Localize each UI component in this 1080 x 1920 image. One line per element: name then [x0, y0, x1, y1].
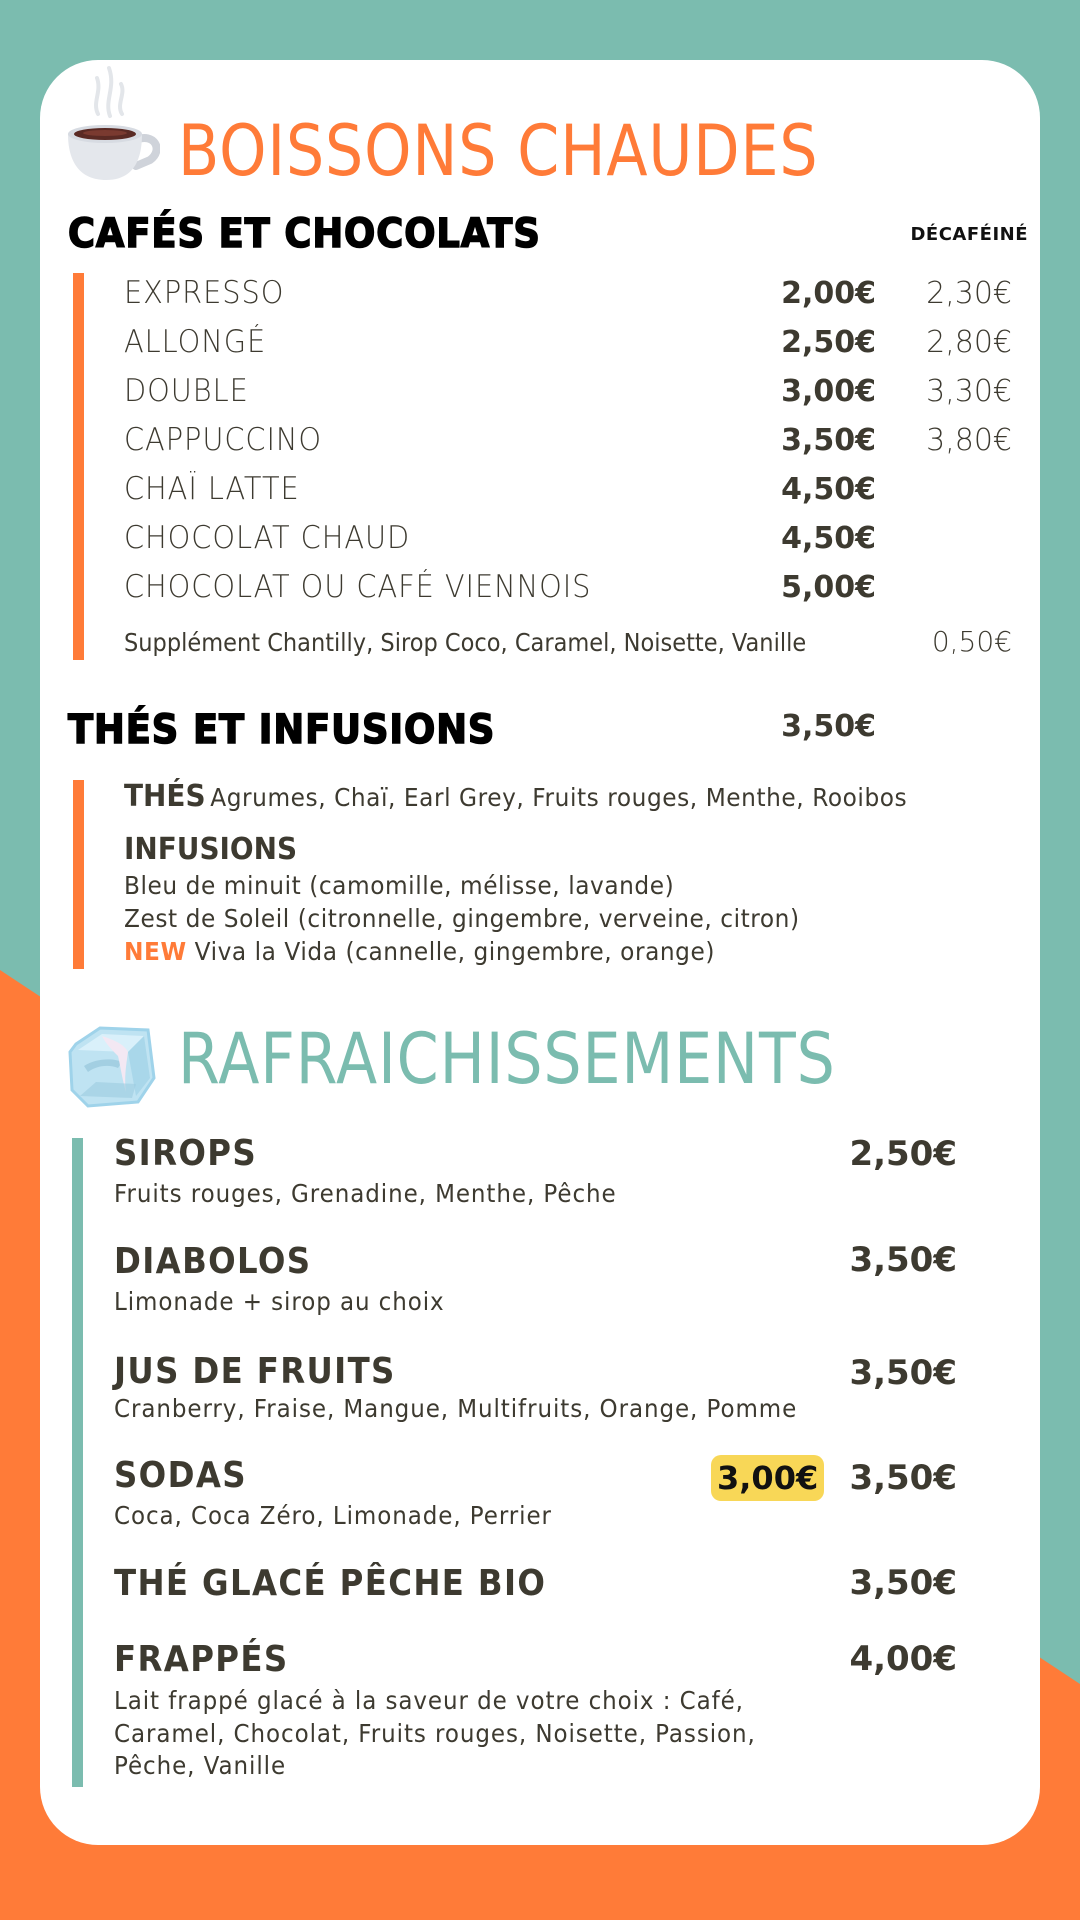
- cold-item-price: 3,50€: [849, 1240, 957, 1280]
- coffee-item-decaf-price: 3,30€: [926, 374, 1012, 409]
- cold-drinks-title: RAFRAICHISSEMENTS: [178, 1018, 836, 1100]
- cold-item-title: DIABOLOS: [114, 1241, 312, 1282]
- coffee-item-price: 4,50€: [781, 521, 876, 556]
- cold-item-title: SODAS: [114, 1455, 247, 1496]
- thes-line: [124, 779, 908, 814]
- decaf-column-heading: DÉCAFÉINÉ: [910, 224, 1028, 245]
- cold-item-desc: Lait frappé glacé à la saveur de votre choix : Café,: [114, 1686, 744, 1715]
- coffee-section-heading: CAFÉS ET CHOCOLATS: [68, 211, 541, 257]
- coffee-accent-bar: [73, 273, 84, 660]
- coffee-item-decaf-price: 3,80€: [926, 423, 1012, 458]
- cold-item-title: JUS DE FRUITS: [114, 1351, 396, 1392]
- cold-item-desc: Coca, Coca Zéro, Limonade, Perrier: [114, 1501, 552, 1530]
- hot-drinks-title: BOISSONS CHAUDES: [178, 110, 819, 192]
- tea-section-heading: THÉS ET INFUSIONS: [68, 707, 496, 753]
- coffee-item-name: CHOCOLAT OU CAFÉ VIENNOIS: [124, 569, 592, 605]
- ice-cube-icon: [66, 1022, 158, 1110]
- infusion-text: Viva la Vida (cannelle, gingembre, orange): [194, 937, 716, 966]
- infusion-item: [124, 873, 674, 898]
- infusion-item: [124, 906, 800, 931]
- coffee-item-name: EXPRESSO: [124, 275, 285, 311]
- new-badge: NEW: [124, 937, 187, 966]
- coffee-item-name: ALLONGÉ: [124, 324, 267, 360]
- coffee-item-price: 3,00€: [781, 374, 876, 409]
- coffee-item-price: 4,50€: [781, 472, 876, 507]
- coffee-item-name: CHOCOLAT CHAUD: [124, 520, 411, 556]
- cold-item-price: 3,50€: [849, 1353, 957, 1393]
- coffee-item-price: 2,50€: [781, 325, 876, 360]
- thes-list: Agrumes, Chaï, Earl Grey, Fruits rouges, Menthe, Rooibos: [210, 783, 908, 812]
- cold-item-desc: Cranberry, Fraise, Mangue, Multifruits, Orange, Pomme: [114, 1394, 798, 1423]
- cold-item-title: THÉ GLACÉ PÊCHE BIO: [114, 1563, 547, 1604]
- coffee-item-price: 5,00€: [781, 570, 876, 605]
- infusions-label-line: [124, 832, 298, 867]
- coffee-item-name: DOUBLE: [124, 373, 249, 409]
- coffee-item-name: CAPPUCCINO: [124, 422, 323, 458]
- coffee-item-decaf-price: 2,30€: [926, 276, 1012, 311]
- coffee-item-price: 3,50€: [781, 423, 876, 458]
- cold-item-title: FRAPPÉS: [114, 1639, 289, 1680]
- cold-item-desc: Caramel, Chocolat, Fruits rouges, Noisette, Passion,: [114, 1719, 756, 1748]
- cold-accent-bar: [72, 1138, 83, 1787]
- cold-item-price: 4,00€: [849, 1639, 957, 1679]
- cold-item-desc: Limonade + sirop au choix: [114, 1287, 445, 1316]
- infusion-item: [124, 939, 715, 964]
- supplement-price: 0,50€: [931, 625, 1012, 658]
- cold-item-price: 2,50€: [849, 1134, 957, 1174]
- tea-accent-bar: [73, 780, 84, 969]
- coffee-item-price: 2,00€: [781, 276, 876, 311]
- cold-item-price: 3,50€: [849, 1563, 957, 1603]
- cold-item-title: SIROPS: [114, 1133, 258, 1174]
- promo-price-badge: 3,00€: [711, 1455, 824, 1501]
- coffee-item-decaf-price: 2,80€: [926, 325, 1012, 360]
- infusion-text: Bleu de minuit (camomille, mélisse, lavande): [124, 871, 675, 900]
- cold-item-price: 3,50€: [849, 1458, 957, 1498]
- cold-item-desc: Pêche, Vanille: [114, 1751, 287, 1780]
- supplement-label: Supplément Chantilly, Sirop Coco, Caramel, Noisette, Vanille: [124, 628, 807, 657]
- infusions-label: INFUSIONS: [124, 832, 298, 867]
- infusion-text: Zest de Soleil (citronnelle, gingembre, verveine, citron): [124, 904, 800, 933]
- tea-price: 3,50€: [781, 709, 876, 744]
- cold-item-desc: Fruits rouges, Grenadine, Menthe, Pêche: [114, 1179, 617, 1208]
- coffee-item-name: CHAÏ LATTE: [124, 471, 300, 507]
- thes-label: THÉS: [124, 779, 206, 814]
- coffee-cup-icon: [66, 62, 160, 184]
